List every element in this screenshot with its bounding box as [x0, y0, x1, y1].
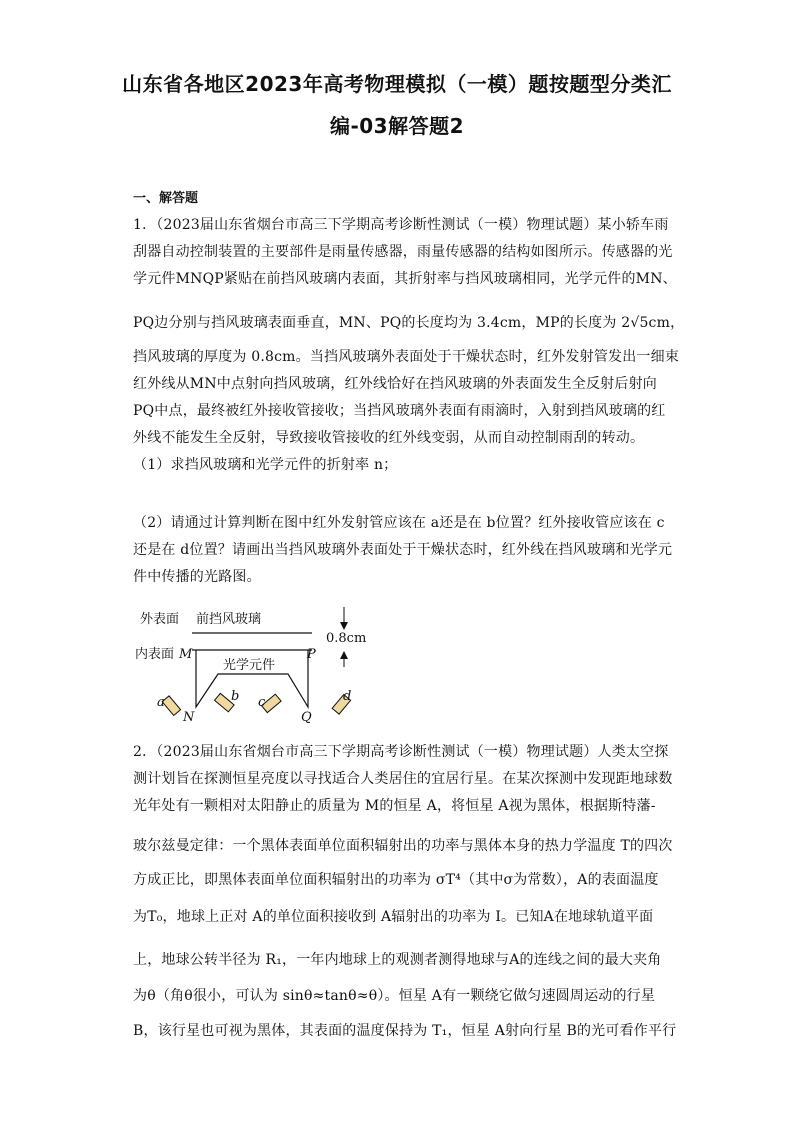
q2-line: 方成正比，即黑体表面单位面积辐射出的功率为 σT⁴（其中σ为常数），A的表面温度	[133, 872, 659, 888]
q2-line: 玻尔兹曼定律：一个黑体表面单位面积辐射出的功率与黑体本身的热力学温度 T的四次	[133, 838, 673, 854]
point-N: N	[183, 710, 195, 723]
q1-line: 还是在 d位置？请画出当挡风玻璃外表面处于干燥状态时，红外线在挡风玻璃和光学元	[133, 542, 673, 558]
q1-line: 学元件MNQP紧贴在前挡风玻璃内表面，其折射率与挡风玻璃相同，光学元件的MN、	[133, 271, 677, 287]
q2-line: 上，地球公转半径为 R₁，一年内地球上的观测者测得地球与A的连线之间的最大夹角	[133, 952, 662, 968]
label-b: b	[231, 689, 240, 704]
point-Q: Q	[301, 710, 312, 723]
q2-line: 光年处有一颗相对太阳静止的质量为 M的恒星 A，将恒星 A视为黑体，根据斯特藩-	[133, 798, 656, 814]
label-a: a	[157, 695, 165, 710]
point-M: M	[179, 647, 193, 662]
thickness-arrowhead-top	[340, 622, 348, 630]
thickness-arrowhead-bottom	[340, 651, 348, 659]
label-d: d	[343, 689, 352, 704]
q2-line: 为θ（角θ很小，可认为 sinθ≈tanθ≈θ）。恒星 A有一颗绕它做匀速圆周运动的行星	[133, 988, 656, 1004]
q1-line: PQ边分别与挡风玻璃表面垂直，MN、PQ的长度均为 3.4cm，MP的长度为 2√5cm，	[133, 315, 685, 331]
label-windshield: 前挡风玻璃	[196, 612, 262, 627]
emitter-position-a	[162, 696, 180, 716]
q1-line: 外线不能发生全反射，导致接收管接收的红外线变弱，从而自动控制雨刮的转动。	[133, 430, 645, 446]
q1-line: 件中传播的光路图。	[133, 569, 261, 585]
q1-line: 红外线从MN中点射向挡风玻璃，红外线恰好在挡风玻璃的外表面发生全反射后射向	[133, 376, 657, 392]
q2-line: B，该行星也可视为黑体，其表面的温度保持为 T₁，恒星 A射向行星 B的光可看作平行	[133, 1023, 677, 1039]
q1-line: 1．（2023届山东省烟台市高三下学期高考诊断性测试（一模）物理试题）某小轿车雨	[133, 217, 669, 233]
document-title-line-2: 编-03解答题2	[329, 114, 465, 138]
section-heading: 一、解答题	[133, 191, 199, 206]
label-optical-element: 光学元件	[223, 658, 276, 673]
q2-line: 2．（2023届山东省烟台市高三下学期高考诊断性测试（一模）物理试题）人类太空探	[133, 744, 669, 760]
q1-line: 刮器自动控制装置的主要部件是雨量传感器，雨量传感器的结构如图所示。传感器的光	[133, 244, 673, 260]
q2-line: 测计划旨在探测恒星亮度以寻找适合人类居住的宜居行星。在某次探测中发现距地球数	[133, 771, 673, 787]
q1-line: PQ中点，最终被红外接收管接收；当挡风玻璃外表面有雨滴时，入射到挡风玻璃的红	[133, 403, 666, 419]
label-outer-surface: 外表面	[140, 612, 180, 627]
q1-subquestion-2: （2）请通过计算判断在图中红外发射管应该在 a还是在 b位置？红外接收管应该在 c	[133, 515, 665, 531]
document-title-line-1: 山东省各地区2023年高考物理模拟（一模）题按题型分类汇	[122, 72, 672, 96]
q1-line: 挡风玻璃的厚度为 0.8cm。当挡风玻璃外表面处于干燥状态时，红外发射管发出一细束	[133, 349, 680, 365]
rain-sensor-diagram	[130, 603, 390, 723]
label-thickness: 0.8cm	[326, 631, 367, 646]
q1-subquestion-1: （1）求挡风玻璃和光学元件的折射率 n；	[133, 457, 398, 473]
q2-line: 为T₀，地球上正对 A的单位面积接收到 A辐射出的功率为 I。已知A在地球轨道平面	[133, 909, 654, 925]
point-P: P	[307, 647, 316, 662]
label-inner-surface: 内表面	[135, 647, 175, 662]
label-c: c	[258, 695, 266, 710]
